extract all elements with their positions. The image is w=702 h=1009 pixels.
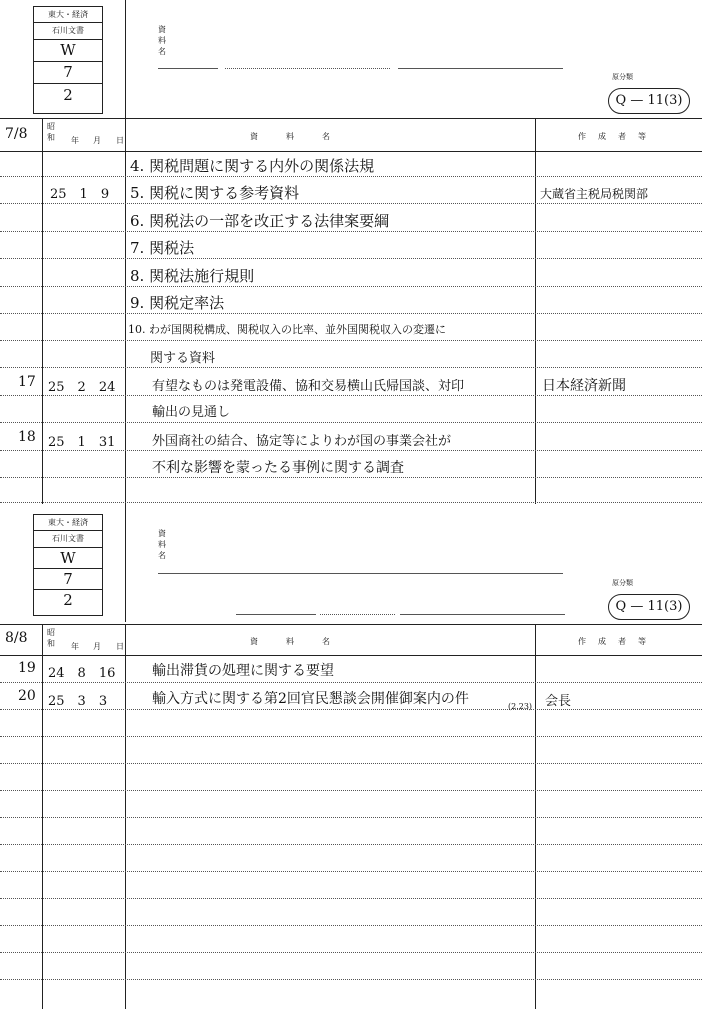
header-page: 8/8	[5, 630, 28, 646]
row-date: 25 1 31	[48, 435, 116, 450]
header-day: 日	[116, 642, 126, 651]
row-title: 8. 関税法施行規則	[130, 267, 255, 285]
header-day: 日	[116, 136, 126, 145]
row-title: 有望なものは発電設備、協和交易横山氏帰国談、対印	[152, 379, 465, 394]
row-author: 会長	[545, 694, 572, 709]
row-date: 25 2 24	[48, 380, 116, 395]
stamp-line2: 石川文書	[52, 26, 84, 35]
stamp-line2: 石川文書	[52, 534, 84, 543]
header-month: 月	[93, 136, 103, 145]
row-date: 25 1 9	[50, 187, 110, 202]
class-label: 原分類	[612, 73, 633, 81]
stamp-hand-1: W	[60, 41, 76, 59]
header-author: 作 成 者 等	[578, 637, 648, 646]
doc-label: 資料名	[158, 25, 166, 56]
row-no: 18	[18, 429, 36, 445]
header-author: 作 成 者 等	[578, 132, 648, 141]
row-author: 大蔵省主税局税関部	[540, 187, 649, 201]
header-title: 資 料 名	[250, 132, 340, 141]
header-month: 月	[93, 642, 103, 651]
row-title: 輸出滞貨の処理に関する要望	[152, 663, 334, 679]
stamp-hand-2: 7	[63, 570, 73, 588]
row-title: 10. わが国関税構成、関税収入の比率、並外国関税収入の変遷に	[128, 323, 446, 336]
row-title: 外国商社の結合、協定等によりわが国の事業会社が	[152, 434, 452, 449]
row-title: 7. 関税法	[130, 239, 195, 257]
archive-stamp	[33, 514, 103, 616]
stamp-hand-3: 2	[63, 591, 73, 609]
row-title: 輸出の見通し	[152, 405, 231, 420]
row-no: 20	[18, 688, 36, 704]
row-no: 17	[18, 374, 36, 390]
doc-label: 資料名	[158, 529, 166, 560]
row-date: 24 8 16	[48, 666, 116, 681]
row-title: 不利な影響を蒙ったる事例に関する調査	[152, 460, 404, 476]
class-label: 原分類	[612, 579, 633, 587]
header-era: 昭和	[47, 122, 55, 142]
row-author: 日本経済新聞	[542, 378, 626, 394]
row-title: 9. 関税定率法	[130, 294, 225, 312]
row-title: 4. 関税問題に関する内外の関係法規	[130, 157, 375, 175]
row-title: 5. 関税に関する参考資料	[130, 184, 300, 202]
row-title: 輸入方式に関する第2回官民懇談会開催御案内の件	[152, 691, 469, 707]
stamp-hand-1: W	[60, 549, 76, 567]
row-no: 19	[18, 660, 36, 676]
header-year: 年	[71, 136, 81, 145]
class-code: Q — 11(3)	[608, 88, 690, 114]
row-date: 25 3 3	[48, 694, 108, 709]
archive-stamp	[33, 6, 103, 114]
stamp-hand-3: 2	[63, 86, 73, 104]
header-title: 資 料 名	[250, 637, 340, 646]
class-code: Q — 11(3)	[608, 594, 690, 620]
row-title: 6. 関税法の一部を改正する法律案要綱	[130, 212, 390, 230]
header-page: 7/8	[5, 126, 28, 142]
row-note: (2.23)	[508, 702, 533, 711]
stamp-line1: 東大・経済	[48, 518, 88, 527]
stamp-line1: 東大・経済	[48, 10, 88, 19]
stamp-hand-2: 7	[63, 63, 73, 81]
header-era: 昭和	[47, 628, 55, 648]
header-year: 年	[71, 642, 81, 651]
row-title: 関する資料	[150, 351, 216, 366]
